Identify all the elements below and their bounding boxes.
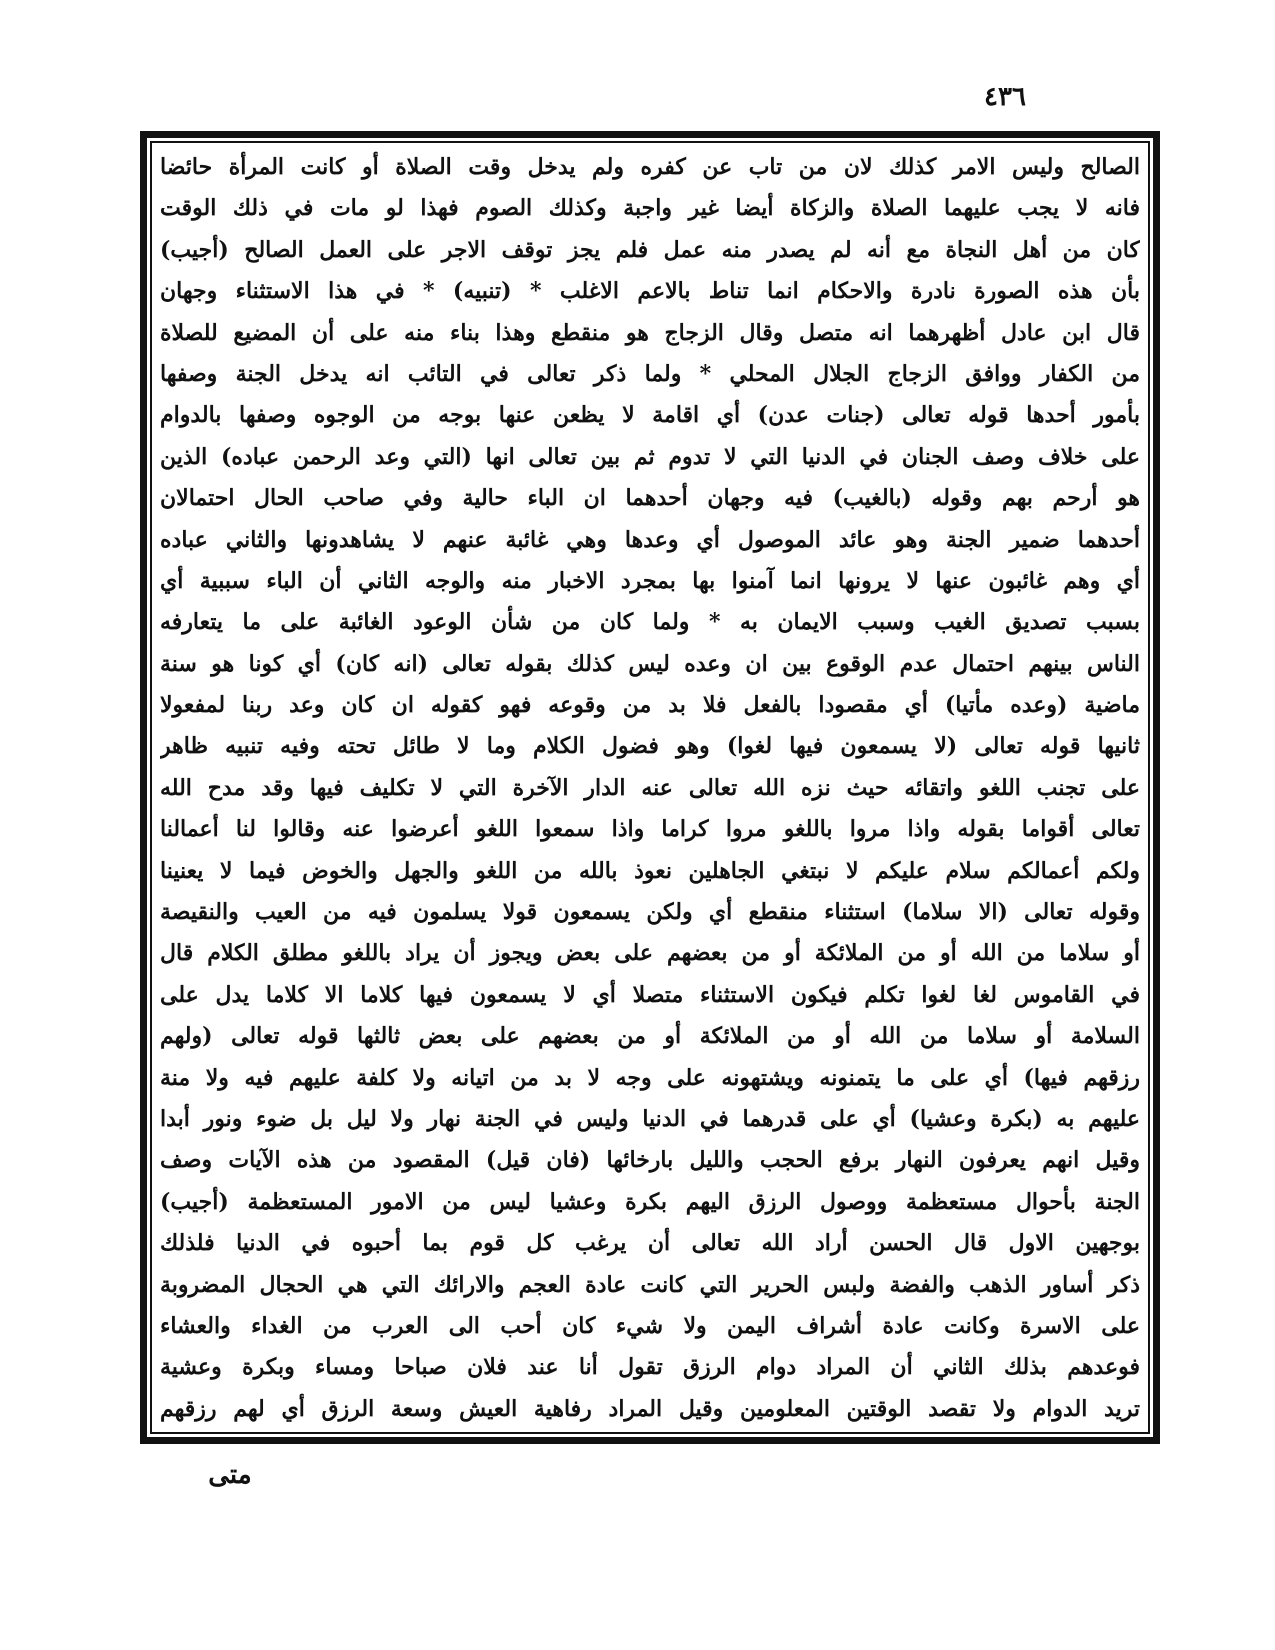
text-line: بسبب تصديق الغيب وسبب الايمان به * ولما كان من شأن الوعود الغائبة على ما يتعارفه <box>160 609 1140 636</box>
text-line: الناس بينهم احتمال عدم الوقوع بين ان وعده ليس كذلك بقوله تعالى (انه كان) أي كونا هو سنة <box>160 650 1140 677</box>
text-line: تريد الدوام ولا تقصد الوقتين المعلومين وقيل المراد رفاهية العيش وسعة الرزق أي لهم رزقهم <box>160 1395 1140 1422</box>
text-line: أي وهم غائبون عنها لا يرونها انما آمنوا بها بمجرد الاخبار منه والوجه الثاني أن الباء سببية أي <box>160 567 1140 594</box>
text-line: وقيل انهم يعرفون النهار برفع الحجب والليل بارخائها (فان قيل) المقصود من هذه الآيات وصف <box>160 1147 1140 1174</box>
text-line: على تجنب اللغو واتقائه حيث نزه الله تعالى عنه الدار الآخرة التي لا تكليف فيها وقد مدح الله <box>160 774 1140 801</box>
text-line: أحدهما ضمير الجنة وهو عائد الموصول أي وعدها وهي غائبة عنهم لا يشاهدونها والثاني عباده <box>160 526 1140 553</box>
text-line: ثانيها قوله تعالى (لا يسمعون فيها لغوا) وهو فضول الكلام وما لا طائل تحته وفيه تنبيه ظاهر <box>160 733 1140 760</box>
text-line: ذكر أساور الذهب والفضة ولبس الحرير التي كانت عادة العجم والارائك التي هي الحجال المضروبة <box>160 1271 1140 1298</box>
text-line: أو سلاما من الله أو من الملائكة أو من بعضهم على بعض ويجوز أن يراد باللغو مطلق الكلام قال <box>160 940 1140 967</box>
page-number: ٤٣٦ <box>984 82 1026 112</box>
text-line: الجنة بأحوال مستعظمة ووصول الرزق اليهم بكرة وعشيا ليس من الامور المستعظمة (أجيب) <box>160 1188 1140 1215</box>
text-line: قال ابن عادل أظهرهما انه متصل وقال الزجاج هو منقطع وهذا بناء منه على أن المضيع للصلاة <box>160 319 1140 346</box>
text-line: على خلاف وصف الجنان في الدنيا التي لا تدوم ثم بين تعالى انها (التي وعد الرحمن عباده) الذين <box>160 443 1140 470</box>
text-block <box>160 148 1140 1428</box>
text-line: فانه لا يجب عليهما الصلاة والزكاة أيضا غير واجبة وكذلك الصوم فهذا لو مات في ذلك الوقت <box>160 195 1140 222</box>
text-line: كان من أهل النجاة مع أنه لم يصدر منه عمل فلم يجز توقف الاجر على العمل الصالح (أجيب) <box>160 236 1140 263</box>
text-line: رزقهم فيها) أي على ما يتمنونه ويشتهونه على وجه لا بد من اتيانه ولا كلفة عليهم فيه ولا منة <box>160 1064 1140 1091</box>
catchword: متى <box>208 1460 252 1490</box>
text-line: عليهم به (بكرة وعشيا) أي على قدرهما في الدنيا وليس في الجنة نهار ولا ليل بل ضوء ونور أبدا <box>160 1105 1140 1132</box>
text-line: من الكفار ووافق الزجاج الجلال المحلي * ولما ذكر تعالى في التائب انه يدخل الجنة وصفها <box>160 360 1140 387</box>
text-line: في القاموس لغا لغوا تكلم فيكون الاستثناء متصلا أي لا يسمعون فيها كلاما الا كلاما يدل على <box>160 981 1140 1008</box>
text-line: السلامة أو سلاما من الله أو من الملائكة أو من بعضهم على بعض ثالثها قوله تعالى (ولهم <box>160 1023 1140 1050</box>
text-line: وقوله تعالى (الا سلاما) استثناء منقطع أي ولكن يسمعون قولا يسلمون فيه من العيب والنقيصة <box>160 899 1140 926</box>
text-line: هو أرحم بهم وقوله (بالغيب) فيه وجهان أحدهما ان الباء حالية وفي صاحب الحال احتمالان <box>160 485 1140 512</box>
text-line: بأن هذه الصورة نادرة والاحكام انما تناط بالاعم الاغلب * (تنبيه) * في هذا الاستثناء وجهان <box>160 278 1140 305</box>
text-line: على الاسرة وكانت عادة أشراف اليمن ولا شيء كان أحب الى العرب من الغداء والعشاء <box>160 1312 1140 1339</box>
text-line: ولكم أعمالكم سلام عليكم لا نبتغي الجاهلين نعوذ بالله من اللغو والجهل والخوض فيما لا يعنينا <box>160 857 1140 884</box>
text-line: الصالح وليس الامر كذلك لان من تاب عن كفره ولم يدخل وقت الصلاة أو كانت المرأة حائضا <box>160 154 1140 180</box>
text-line: بأمور أحدها قوله تعالى (جنات عدن) أي اقامة لا يظعن عنها بوجه من الوجوه وصفها بالدوام <box>160 402 1140 429</box>
text-line: فوعدهم بذلك الثاني أن المراد دوام الرزق تقول أنا عند فلان صباحا ومساء وبكرة وعشية <box>160 1354 1140 1381</box>
text-line: بوجهين الاول قال الحسن أراد الله تعالى أن يرغب كل قوم بما أحبوه في الدنيا فلذلك <box>160 1230 1140 1257</box>
text-line: تعالى أقواما بقوله واذا مروا باللغو مروا كراما واذا سمعوا اللغو أعرضوا عنه وقالوا لنا أعمالنا <box>160 816 1140 843</box>
text-line: ماضية (وعده مأتيا) أي مقصودا بالفعل فلا بد من وقوعه فهو كقوله ان كان وعد ربنا لمفعولا <box>160 692 1140 719</box>
